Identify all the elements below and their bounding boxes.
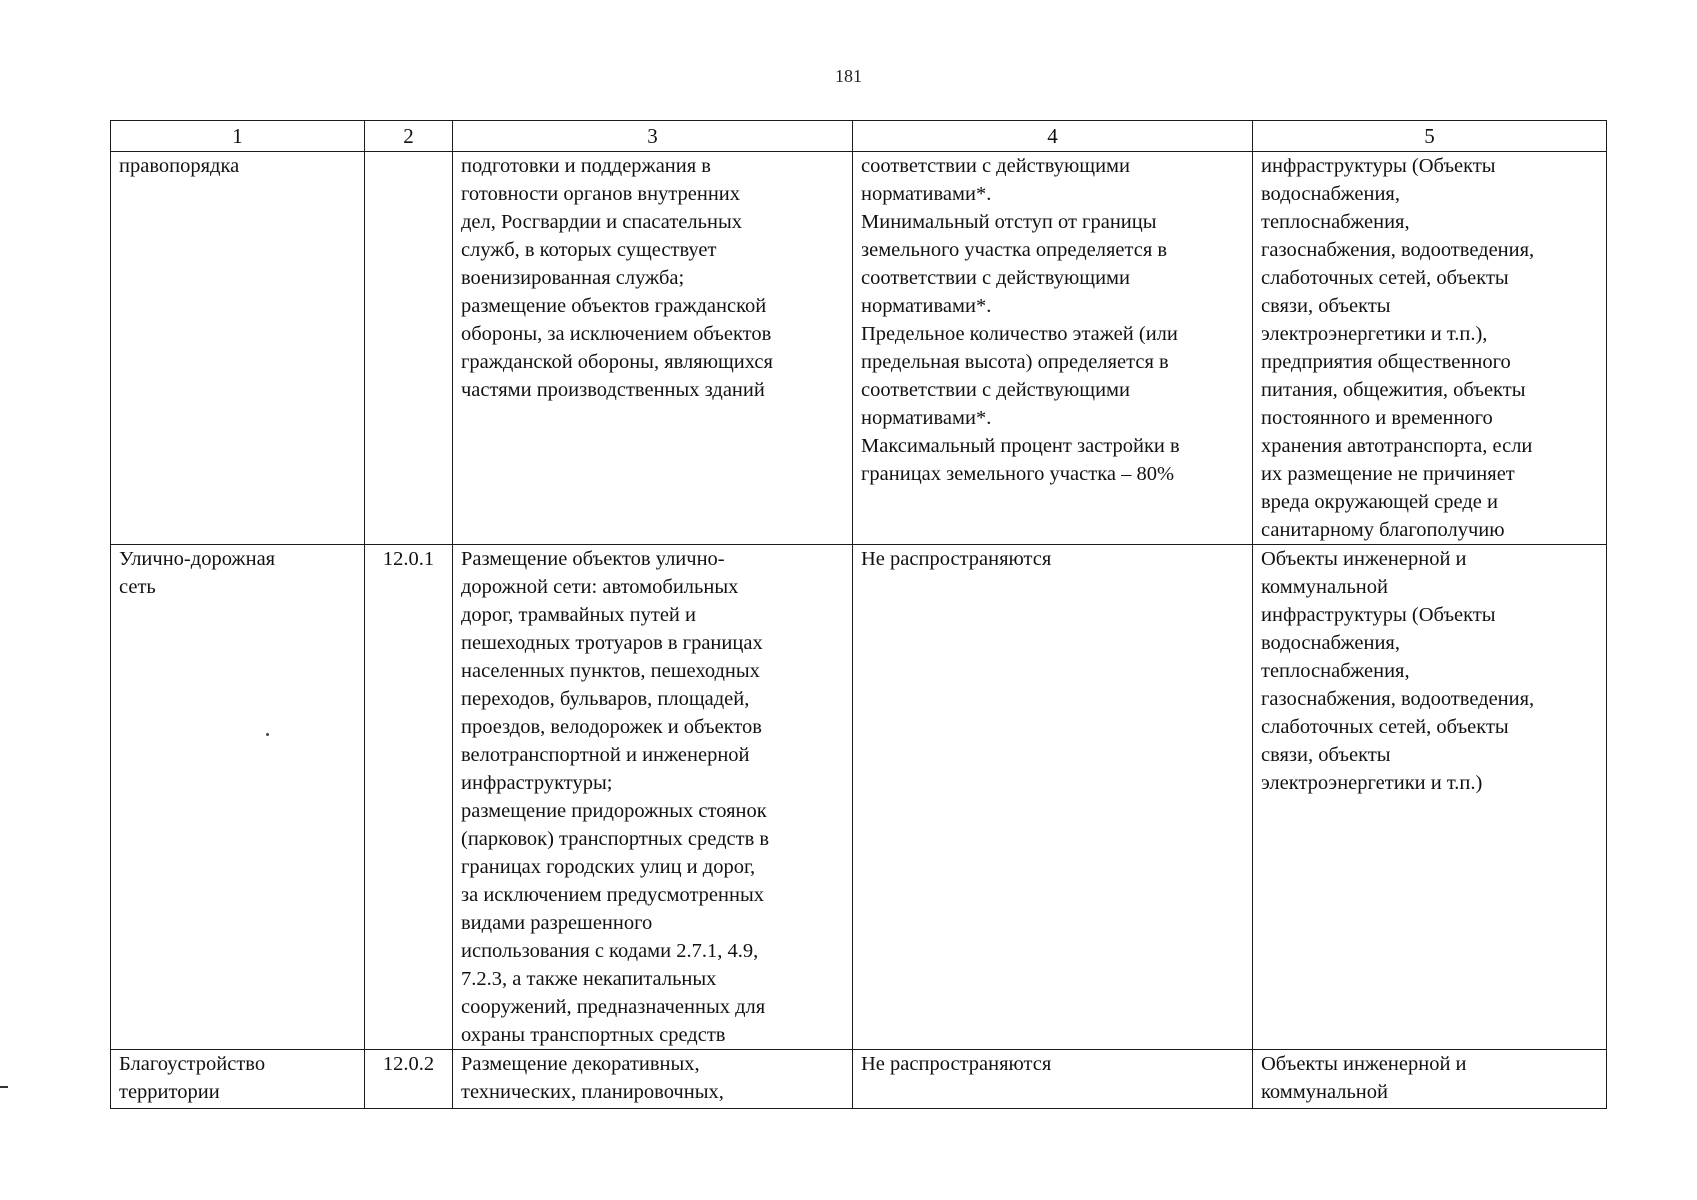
table-row <box>111 152 1607 545</box>
column-header-4: 4 <box>853 121 1253 152</box>
page-number: 181 <box>835 66 862 86</box>
parameters-cell <box>853 152 1253 545</box>
description-cell <box>453 1050 853 1109</box>
table-row <box>111 545 1607 1050</box>
header-row <box>111 121 1607 152</box>
column-header-1: 1 <box>111 121 365 152</box>
auxiliary-uses: Объекты инженерной и коммунальной <box>1261 1053 1467 1103</box>
description-cell <box>453 545 853 1050</box>
column-header-3: 3 <box>453 121 853 152</box>
use-code-cell <box>365 152 453 545</box>
use-parameters: Не распространяются <box>861 1053 1052 1075</box>
use-name-cell <box>111 152 365 545</box>
use-description: Размещение объектов улично- дорожной сети: автомобильных дорог, трамвайных путей и пешеходных тротуаров в границах населенных пунктов, пешеходных переходов, бульваров, площадей, проездов, велодорожек и объектов велотранспортной и инженерной инфраструктуры; размещение придорожных стоянок (парковок) транспортных средств в границах городских улиц и дорог, за исключением предусмотренных видами разрешенного использования с кодами 2.7.1, 4.9, 7.2.3, а также некапитальных сооружений, предназначенных для охраны транспортных средств <box>461 548 770 1046</box>
use-code: 12.0.1 <box>382 548 435 570</box>
margin-mark <box>0 1086 8 1088</box>
use-code-cell <box>365 1050 453 1109</box>
description-cell <box>453 152 853 545</box>
use-parameters: Не распространяются <box>861 548 1052 570</box>
use-code: 12.0.2 <box>382 1053 435 1075</box>
auxiliary-uses-cell <box>1253 152 1607 545</box>
use-name: Улично-дорожная сеть <box>119 548 276 598</box>
use-description: подготовки и поддержания в готовности органов внутренних дел, Росгвардии и спасательных служб, в которых существует военизированная служба; размещение объектов гражданской обороны, за исключением объектов гражданской обороны, являющихся частями производственных зданий <box>461 155 773 401</box>
auxiliary-uses: инфраструктуры (Объекты водоснабжения, теплоснабжения, газоснабжения, водоотведения, слаботочных сетей, объекты связи, объекты электроэнергетики и т.п.), предприятия общественного питания, общежития, объекты постоянного и временного хранения автотранспорта, если их размещение не причиняет вреда окружающей среде и санитарному благополучию <box>1261 155 1535 541</box>
table-row <box>111 1050 1607 1109</box>
use-parameters: соответствии с действующими нормативами*. Минимальный отступ от границы земельного участка определяется в соответствии с действующими нормативами*. Предельное количество этажей (или предельная высота) определяется в соответствии с действующими нормативами*. Максимальный процент застройки в границах земельного участка – 80% <box>861 155 1180 485</box>
auxiliary-uses: Объекты инженерной и коммунальной инфраструктуры (Объекты водоснабжения, теплоснабжения, газоснабжения, водоотведения, слаботочных сетей, объекты связи, объекты электроэнергетики и т.п.) <box>1261 548 1535 794</box>
use-name: Благоустройство территории <box>119 1053 266 1103</box>
use-code-cell <box>365 545 453 1050</box>
parameters-cell <box>853 545 1253 1050</box>
zoning-table <box>110 120 1607 1109</box>
column-header-2: 2 <box>365 121 453 152</box>
use-name-cell <box>111 1050 365 1109</box>
use-name: правопорядка <box>119 155 240 177</box>
scan-speck <box>266 733 269 736</box>
use-description: Размещение декоративных, технических, планировочных, <box>461 1053 724 1103</box>
parameters-cell <box>853 1050 1253 1109</box>
auxiliary-uses-cell <box>1253 1050 1607 1109</box>
auxiliary-uses-cell <box>1253 545 1607 1050</box>
use-name-cell <box>111 545 365 1050</box>
column-header-5: 5 <box>1253 121 1607 152</box>
